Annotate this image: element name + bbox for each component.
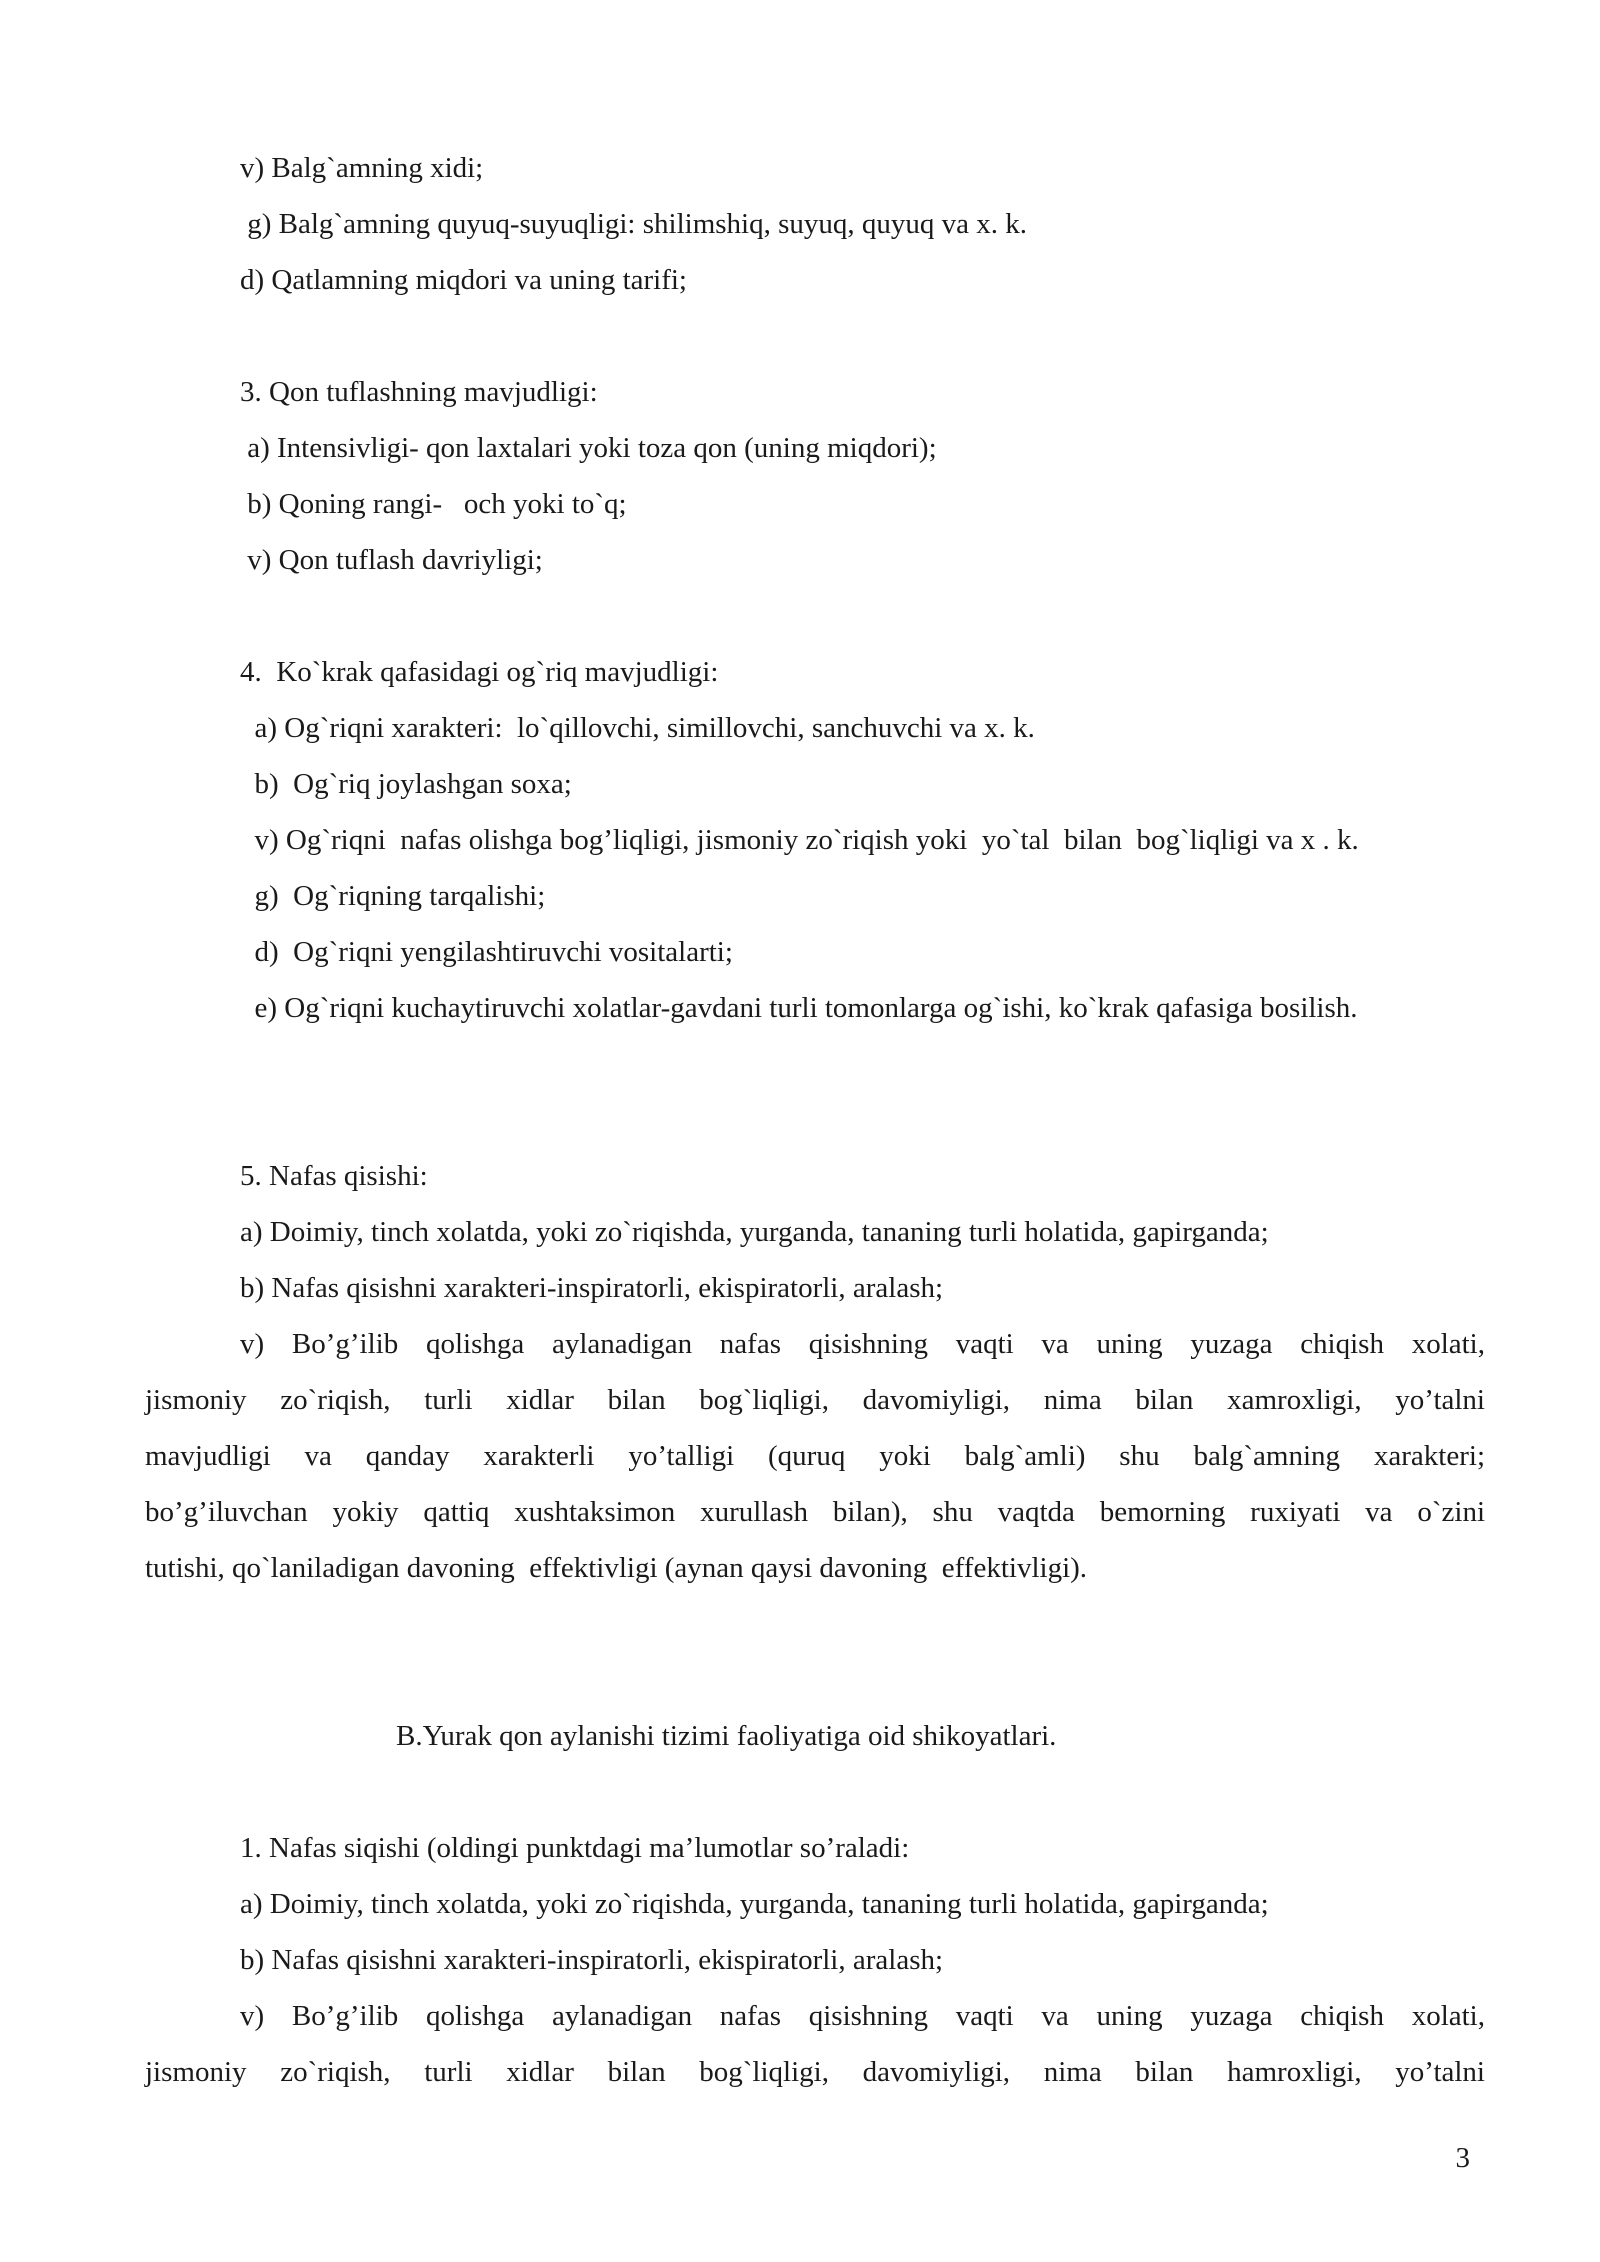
section-heading: 4. Ko`krak qafasidagi og`riq mavjudligi: (240, 656, 719, 688)
section-heading: 5. Nafas qisishi: (240, 1160, 428, 1192)
text-line: b) Nafas qisishni xarakteri-inspiratorli, ekispiratorli, aralash; (240, 1944, 944, 1976)
text-line: d) Qatlamning miqdori va uning tarifi; (240, 264, 687, 296)
text-line: v) Bo’g’ilib qolishga aylanadigan nafas qisishning vaqti va uning yuzaga chiqish xolati, (240, 2000, 1485, 2032)
text-line: jismoniy zo`riqish, turli xidlar bilan bog`liqligi, davomiyligi, nima bilan xamroxligi, yo’talni (145, 1384, 1485, 1416)
text-line: g) Og`riqning tarqalishi; (240, 880, 546, 912)
text-line: v) Bo’g’ilib qolishga aylanadigan nafas qisishning vaqti va uning yuzaga chiqish xolati, (240, 1328, 1485, 1360)
text-line: a) Og`riqni xarakteri: lo`qillovchi, simillovchi, sanchuvchi va x. k. (240, 712, 1035, 744)
text-line: b) Nafas qisishni xarakteri-inspiratorli, ekispiratorli, aralash; (240, 1272, 944, 1304)
text-line: jismoniy zo`riqish, turli xidlar bilan bog`liqligi, davomiyligi, nima bilan hamroxligi, yo’talni (145, 2056, 1485, 2088)
text-line: tutishi, qo`laniladigan davoning effektivligi (aynan qaysi davoning effektivligi). (145, 1552, 1088, 1584)
text-line: v) Qon tuflash davriyligi; (240, 544, 543, 576)
text-line: v) Balg`amning xidi; (240, 152, 484, 184)
text-line: a) Doimiy, tinch xolatda, yoki zo`riqishda, yurganda, tananing turli holatida, gapirganda; (240, 1888, 1269, 1920)
text-line: a) Doimiy, tinch xolatda, yoki zo`riqishda, yurganda, tananing turli holatida, gapirganda; (240, 1216, 1269, 1248)
text-line: e) Og`riqni kuchaytiruvchi xolatlar-gavdani turli tomonlarga og`ishi, ko`krak qafasiga bosilish. (240, 992, 1358, 1024)
text-line: b) Qoning rangi- och yoki to`q; (240, 488, 627, 520)
text-line: g) Balg`amning quyuq-suyuqligi: shilimshiq, suyuq, quyuq va x. k. (240, 208, 1028, 240)
page-number: 3 (1455, 2142, 1470, 2174)
text-line: mavjudligi va qanday xarakterli yo’talligi (quruq yoki balg`amli) shu balg`amning xarakteri; (145, 1440, 1485, 1472)
section-heading: 3. Qon tuflashning mavjudligi: (240, 376, 598, 408)
text-line: v) Og`riqni nafas olishga bog’liqligi, jismoniy zo`riqish yoki yo`tal bilan bog`liqligi va x . k. (240, 824, 1359, 856)
text-line: a) Intensivligi- qon laxtalari yoki toza qon (uning miqdori); (240, 432, 937, 464)
text-line: bo’g’iluvchan yokiy qattiq xushtaksimon xurullash bilan), shu vaqtda bemorning ruxiyati va o`zini (145, 1496, 1485, 1528)
text-line: d) Og`riqni yengilashtiruvchi vositalarti; (240, 936, 733, 968)
section-heading: 1. Nafas siqishi (oldingi punktdagi ma’lumotlar so’raladi: (240, 1832, 910, 1864)
subsection-title: B.Yurak qon aylanishi tizimi faoliyatiga oid shikoyatlari. (396, 1720, 1057, 1752)
text-line: b) Og`riq joylashgan soxa; (240, 768, 572, 800)
